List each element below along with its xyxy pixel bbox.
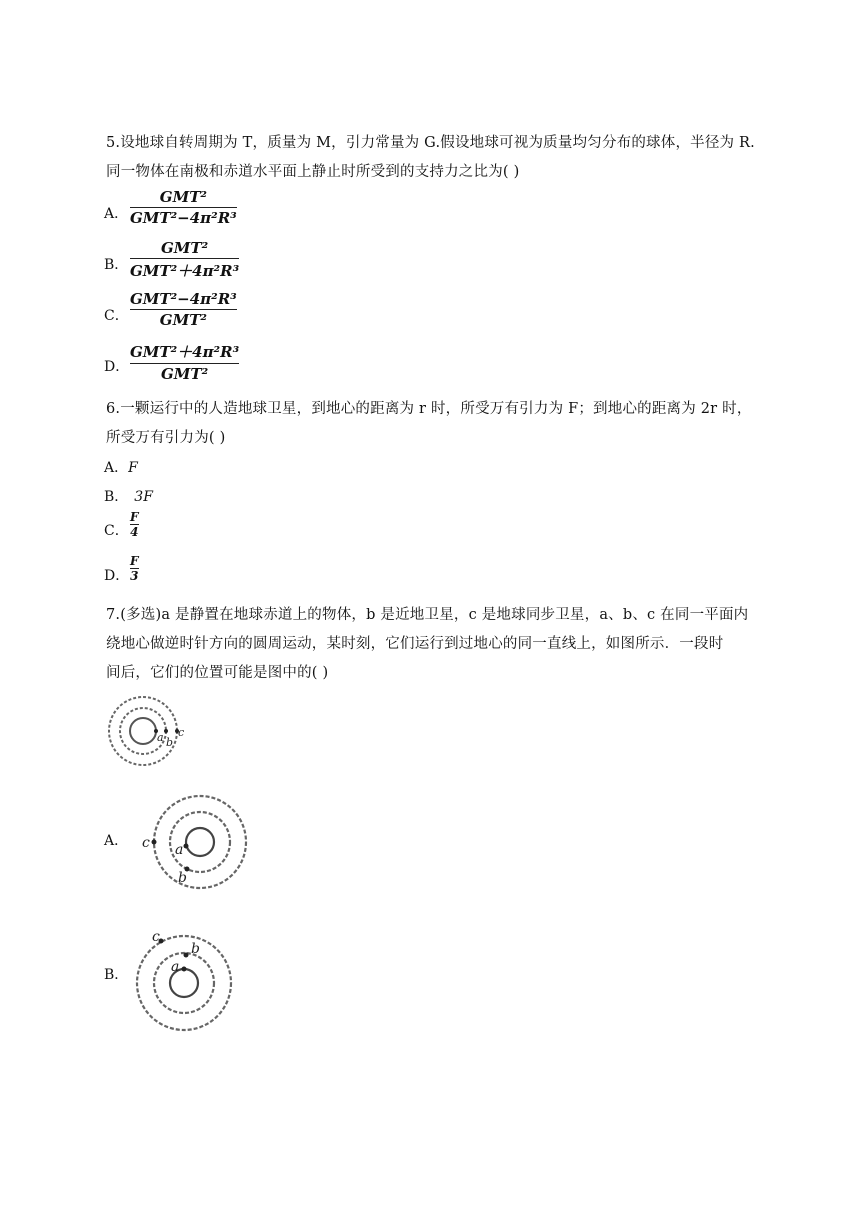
fraction-bar xyxy=(130,363,239,364)
q6-option-b xyxy=(104,486,153,506)
orbit-b xyxy=(154,953,214,1013)
label-b: b xyxy=(166,736,174,749)
q5-option-c-fraction xyxy=(130,290,237,329)
q6-option-d-denominator: 3 xyxy=(130,569,139,583)
q6-option-b-text: 3F xyxy=(134,489,153,505)
fraction-bar xyxy=(130,258,239,259)
q7-stem-line1: 7.(多选)a 是静置在地球赤道上的物体，b 是近地卫星，c 是地球同步卫星，a、b、c 在同一平面内 xyxy=(106,607,749,623)
q5-option-d-denominator: GMT² xyxy=(161,365,209,384)
q7-option-a-diagram xyxy=(138,792,252,892)
orbit-c xyxy=(137,936,231,1030)
q6-option-a xyxy=(104,457,138,477)
label-c: c xyxy=(152,929,160,945)
label-b: b xyxy=(191,941,200,957)
point-b xyxy=(164,729,168,733)
q5-option-b-numerator: GMT² xyxy=(161,239,209,257)
q6-option-b-label: B． xyxy=(104,489,129,505)
fraction-bar xyxy=(130,207,237,208)
earth-circle xyxy=(186,828,214,856)
q6-option-d-fraction xyxy=(130,555,139,582)
q5-option-c-denominator: GMT² xyxy=(159,311,207,330)
q6-stem-line2: 所受万有引力为( ) xyxy=(106,430,226,446)
q5-option-c-numerator: GMT²−4π²R³ xyxy=(130,290,237,308)
label-a: a xyxy=(175,842,184,858)
q7-option-b-diagram xyxy=(128,925,240,1035)
orbit-c xyxy=(154,796,246,888)
label-c: c xyxy=(178,726,185,739)
label-a: a xyxy=(157,731,164,744)
q7-stem-line2: 绕地心做逆时针方向的圆周运动，某时刻，它们运行到过地心的同一直线上，如图所示．一段时 xyxy=(106,636,724,652)
q6-option-a-text: F xyxy=(128,460,138,476)
q6-option-c-denominator: 4 xyxy=(130,525,139,539)
q7-option-a-label: A． xyxy=(104,833,129,849)
q7-option-b-label: B． xyxy=(104,967,129,983)
q6-option-a-label: A． xyxy=(104,460,129,476)
q5-option-d-fraction xyxy=(130,341,239,383)
label-a: a xyxy=(171,959,180,975)
fraction-bar xyxy=(130,309,237,310)
point-a xyxy=(184,844,189,849)
q6-option-c-numerator: F xyxy=(130,510,139,524)
point-c xyxy=(152,840,157,845)
label-c: c xyxy=(142,835,150,851)
q5-stem-line2: 同一物体在南极和赤道水平面上静止时所受到的支持力之比为( ) xyxy=(106,164,520,180)
q5-option-a-numerator: GMT² xyxy=(159,188,207,206)
q5-stem-line1: 5.设地球自转周期为 T，质量为 M，引力常量为 G.假设地球可视为质量均匀分布的球体，半径为 R. xyxy=(106,135,755,151)
q5-option-d-label: D． xyxy=(104,359,130,375)
earth-circle xyxy=(130,718,156,744)
label-b: b xyxy=(178,870,187,886)
q5-option-a-label: A． xyxy=(104,206,129,222)
q6-option-c-label: C． xyxy=(104,523,129,539)
q5-option-c-label: C． xyxy=(104,308,129,324)
q7-stem-line3: 间后，它们的位置可能是图中的( ) xyxy=(106,665,329,681)
q5-option-b-label: B． xyxy=(104,257,129,273)
orbit-diagram-original xyxy=(102,694,186,768)
q5-option-b-denominator: GMT²＋4π²R³ xyxy=(130,262,240,281)
q5-option-b-fraction xyxy=(130,239,239,281)
q6-option-d-label: D． xyxy=(104,568,130,584)
q6-option-d-numerator: F xyxy=(130,554,139,568)
point-a xyxy=(182,967,187,972)
q5-option-a-denominator: GMT²−4π²R³ xyxy=(130,209,237,228)
q6-stem-line1: 6.一颗运行中的人造地球卫星，到地心的距离为 r 时，所受万有引力为 F；到地心的距离为 2r 时， xyxy=(106,401,752,417)
q6-option-c-fraction xyxy=(130,511,139,538)
point-b xyxy=(184,953,189,958)
q5-option-a-fraction xyxy=(130,188,237,227)
q5-option-d-numerator: GMT²＋4π²R³ xyxy=(130,343,240,361)
